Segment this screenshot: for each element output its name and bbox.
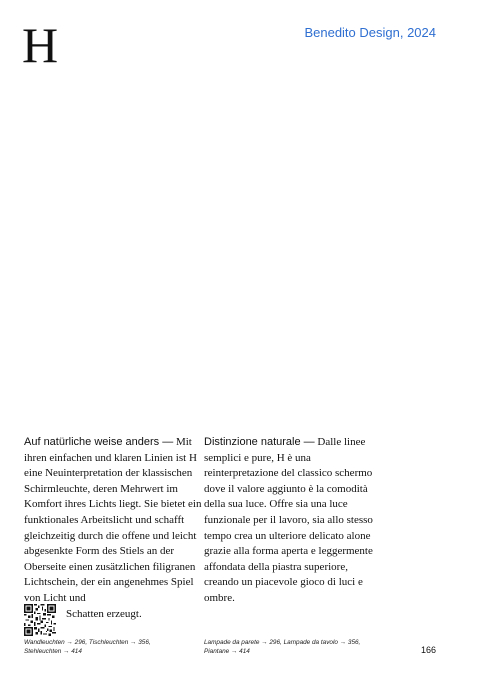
italian-body: Dalle linee semplici e pure, H è una reinterpretazione del classico schermo dove il valore aggiunto è la comodità della sua luce. Offre sia una luce funzionale per il lavoro, sia allo stesso tempo crea un ulteriore delicato alone grazie alla forma aperta e leggermente affondata della piastra superiore, creando un piacevole gioco di luci e ombre. xyxy=(204,436,373,604)
brand-credit: Benedito Design, 2024 xyxy=(304,25,436,40)
page-number: 166 xyxy=(420,645,436,655)
italian-lead: Distinzione naturale — xyxy=(204,436,315,448)
german-footnote-line: Stehleuchten → 414 xyxy=(24,647,82,655)
italian-footnote xyxy=(204,639,384,656)
italian-footnote-line: Lampade da parete → 296, Lampade da tavolo → 356, xyxy=(204,639,361,646)
italian-footnote-line: Piantane → 414 xyxy=(204,647,250,655)
german-lead: Auf natürliche weise anders — xyxy=(24,436,174,448)
italian-description xyxy=(204,435,382,607)
product-letter-heading: H xyxy=(22,17,58,73)
german-description xyxy=(24,435,202,622)
german-footnote xyxy=(24,639,204,656)
german-footnote-line: Wandleuchten → 296, Tischleuchten → 356, xyxy=(24,639,151,646)
german-body: Mit ihren einfachen und klaren Linien ist H eine Neuinterpretation der klassischen Schirmleuchte, deren Mehrwert im Komfort ihres Lichts liegt. Sie bietet ein funktionales Arbeitslicht und schafft gleichzeitig durch die offene und leicht abgesenkte Form des Stiels an der Oberseite einen zusätzlichen filigranen Lichtschein, der ein angenehmes Spiel von Licht und xyxy=(24,436,202,604)
qr-code-icon[interactable] xyxy=(24,604,56,636)
german-last-line: Schatten erzeugt. xyxy=(66,607,142,620)
